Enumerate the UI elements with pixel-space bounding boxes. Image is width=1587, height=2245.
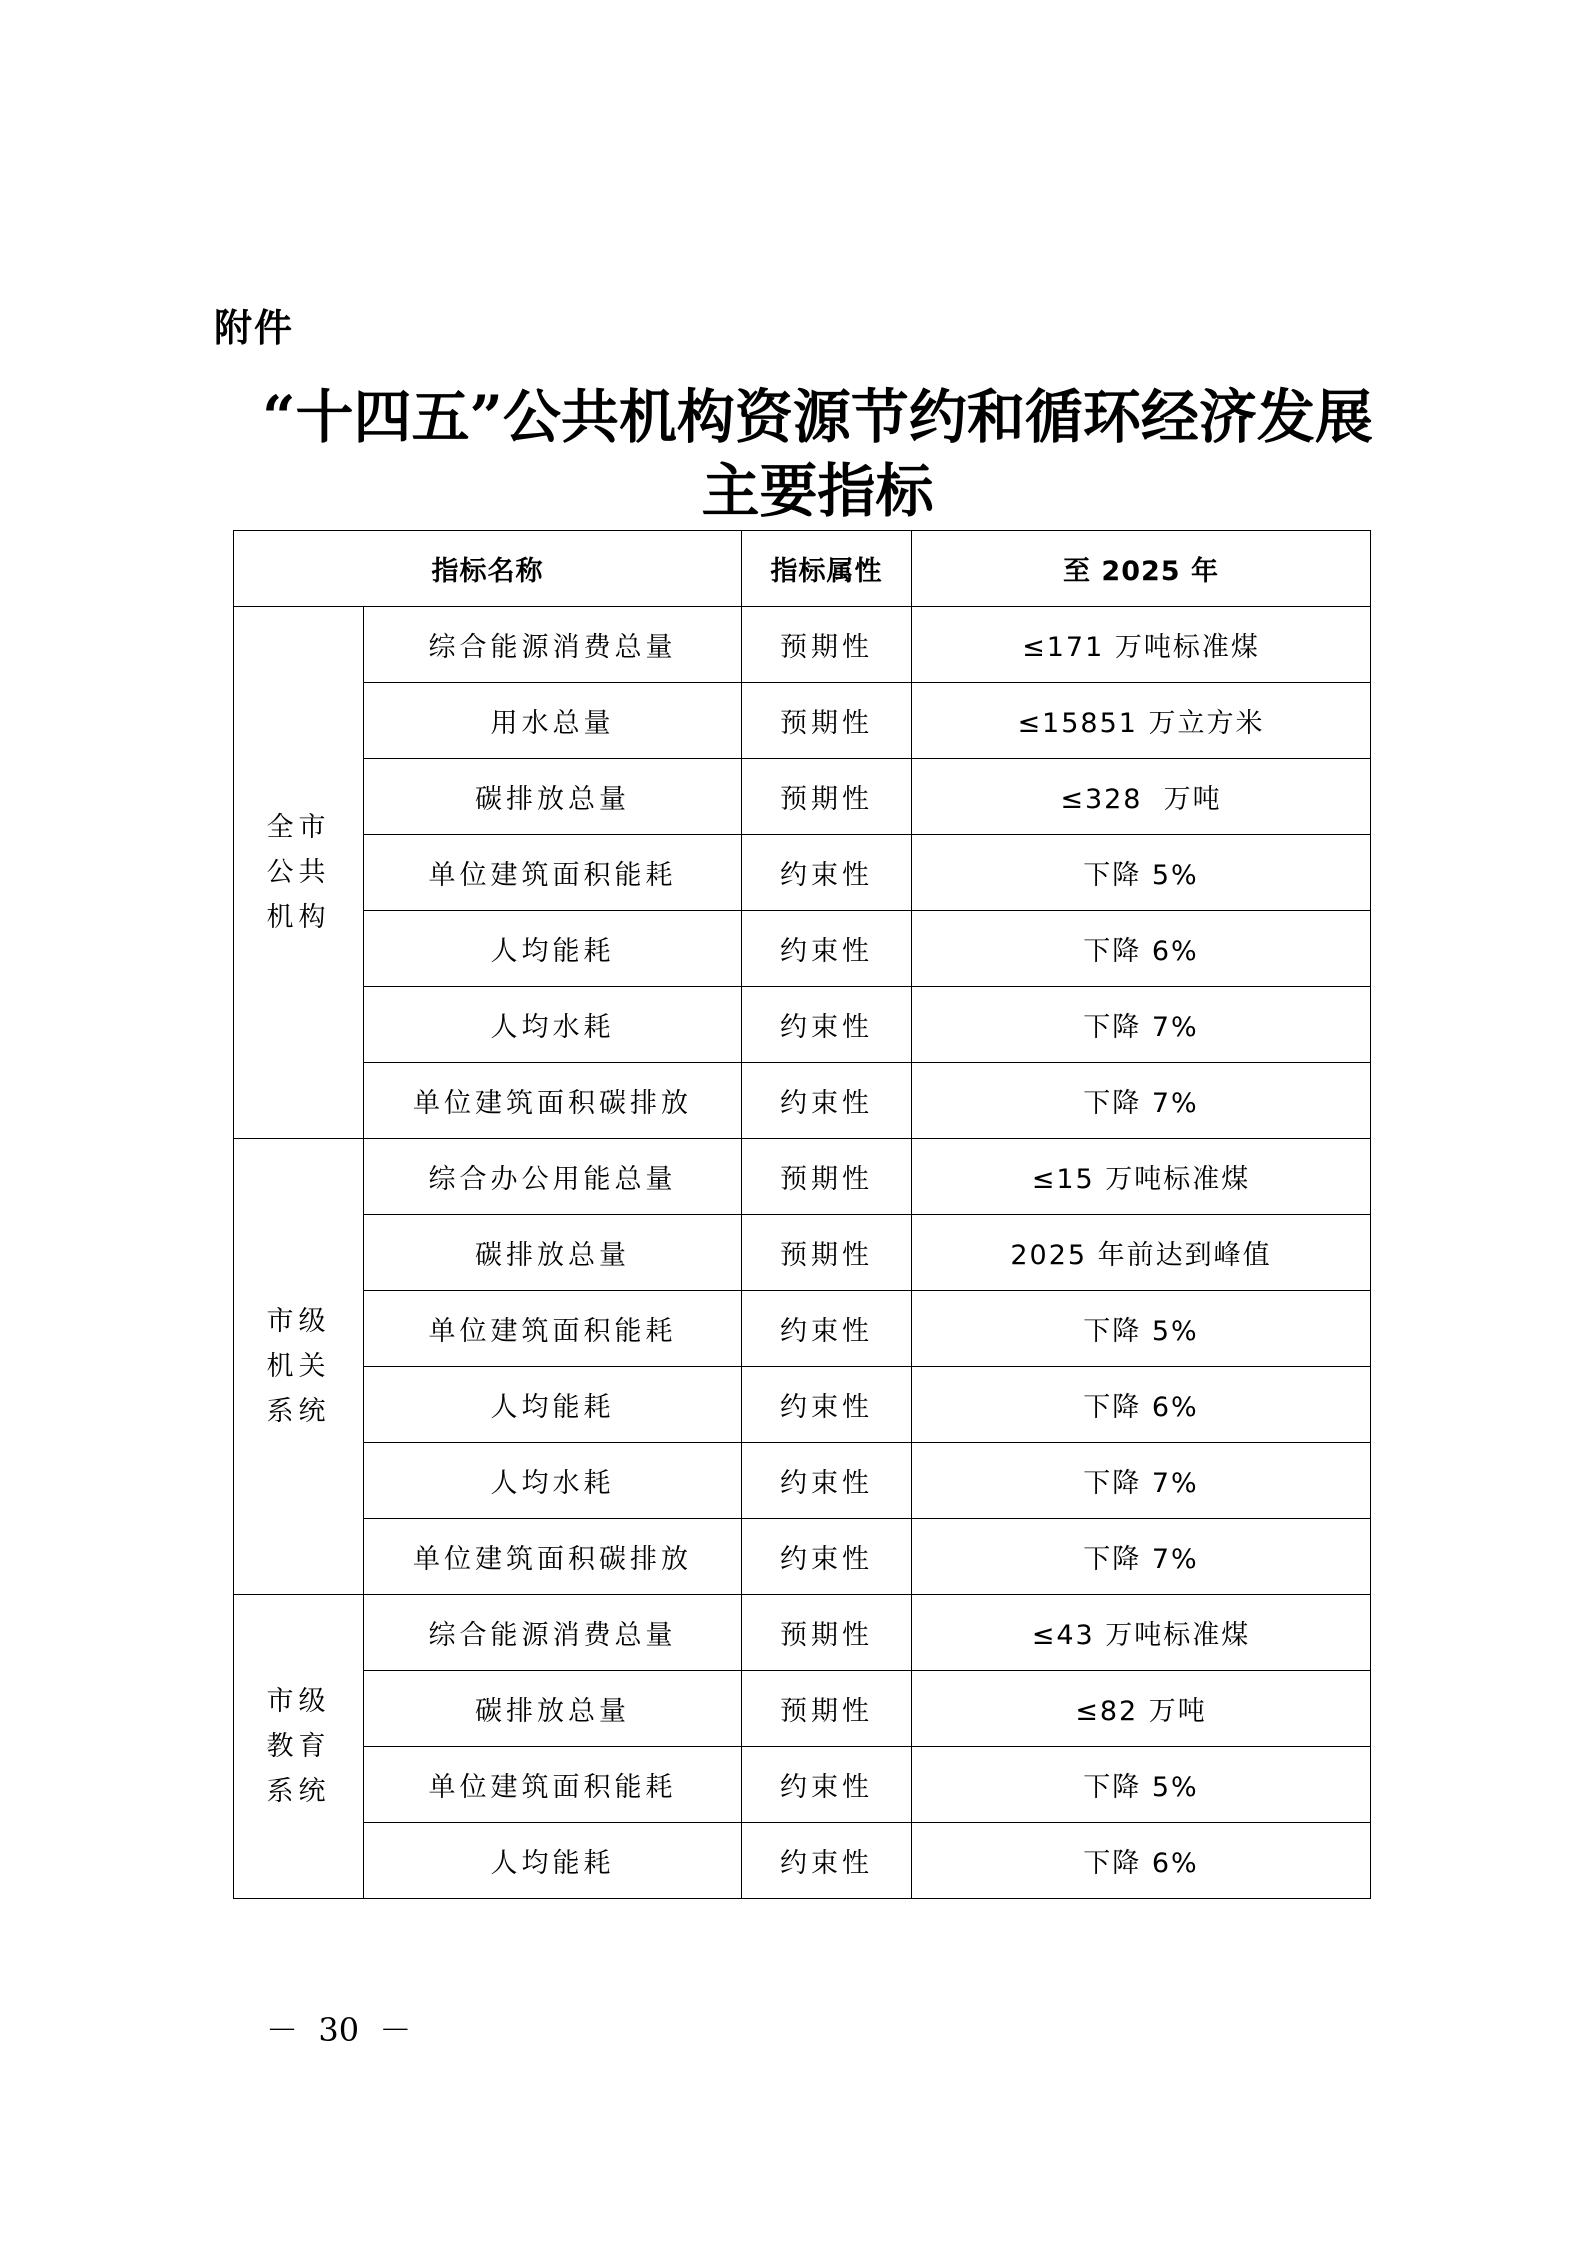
group-label-municipal-education-system: 市级 教育 系统 [234,1595,364,1899]
indicator-target: ≤171 万吨标准煤 [912,607,1371,683]
indicator-attribute: 约束性 [742,1063,912,1139]
indicator-target: 下降 6% [912,1823,1371,1899]
indicator-attribute: 预期性 [742,1139,912,1215]
indicator-target: 下降 7% [912,987,1371,1063]
indicator-target: ≤328 万吨 [912,759,1371,835]
table-row [234,1139,1371,1215]
indicator-attribute: 预期性 [742,607,912,683]
indicator-name: 人均能耗 [364,1823,742,1899]
indicator-name: 综合办公用能总量 [364,1139,742,1215]
indicator-name: 综合能源消费总量 [364,607,742,683]
indicator-name: 人均水耗 [364,1443,742,1519]
table-row [234,1519,1371,1595]
indicator-attribute: 约束性 [742,1291,912,1367]
table-row [234,1671,1371,1747]
indicator-name: 单位建筑面积碳排放 [364,1519,742,1595]
indicator-name: 碳排放总量 [364,1215,742,1291]
indicator-attribute: 约束性 [742,1519,912,1595]
indicator-attribute: 预期性 [742,1215,912,1291]
table-row [234,1291,1371,1367]
indicator-name: 人均能耗 [364,1367,742,1443]
indicator-target: 下降 6% [912,911,1371,987]
indicator-target: ≤15 万吨标准煤 [912,1139,1371,1215]
indicator-target: 下降 5% [912,835,1371,911]
indicator-attribute: 约束性 [742,911,912,987]
indicator-target: 下降 7% [912,1519,1371,1595]
indicator-name: 单位建筑面积能耗 [364,835,742,911]
table-row [234,1215,1371,1291]
table-row [234,911,1371,987]
indicator-attribute: 预期性 [742,683,912,759]
indicator-attribute: 约束性 [742,987,912,1063]
group-label-municipal-government-agencies: 市级 机关 系统 [234,1139,364,1595]
indicator-name: 综合能源消费总量 [364,1595,742,1671]
table-header-row [234,531,1371,607]
table-row [234,1063,1371,1139]
indicator-attribute: 约束性 [742,1747,912,1823]
indicator-name: 单位建筑面积碳排放 [364,1063,742,1139]
indicator-target: ≤43 万吨标准煤 [912,1595,1371,1671]
indicator-attribute: 预期性 [742,1595,912,1671]
indicator-attribute: 约束性 [742,1823,912,1899]
header-indicator-name: 指标名称 [234,531,742,607]
indicator-name: 碳排放总量 [364,759,742,835]
indicator-target: 下降 7% [912,1063,1371,1139]
indicator-target: 下降 7% [912,1443,1371,1519]
page-number: － 30 － [266,2011,412,2049]
indicator-target: 2025 年前达到峰值 [912,1215,1371,1291]
header-target-2025: 至 2025 年 [912,531,1371,607]
indicator-name: 单位建筑面积能耗 [364,1291,742,1367]
page-title [200,380,1435,528]
header-indicator-attribute: 指标属性 [742,531,912,607]
table-row [234,1443,1371,1519]
table-row [234,1367,1371,1443]
indicator-target: ≤15851 万立方米 [912,683,1371,759]
indicator-target: ≤82 万吨 [912,1671,1371,1747]
indicator-name: 人均能耗 [364,911,742,987]
group-label-citywide-public-institutions: 全市 公共 机构 [234,607,364,1139]
indicator-name: 人均水耗 [364,987,742,1063]
title-line-2: 主要指标 [701,457,934,525]
table-row [234,987,1371,1063]
indicator-attribute: 预期性 [742,1671,912,1747]
indicator-attribute: 约束性 [742,1367,912,1443]
table-row [234,1595,1371,1671]
attachment-label: 附件 [214,306,295,350]
table-row [234,759,1371,835]
table-row [234,683,1371,759]
indicator-attribute: 约束性 [742,835,912,911]
indicator-attribute: 预期性 [742,759,912,835]
indicator-target: 下降 5% [912,1747,1371,1823]
indicator-name: 单位建筑面积能耗 [364,1747,742,1823]
table-row [234,835,1371,911]
title-line-1: “十四五”公共机构资源节约和循环经济发展 [262,383,1373,451]
indicator-target: 下降 5% [912,1291,1371,1367]
table-row [234,1823,1371,1899]
indicators-table [233,530,1371,1899]
table-row [234,607,1371,683]
table-row [234,1747,1371,1823]
indicator-name: 碳排放总量 [364,1671,742,1747]
indicator-name: 用水总量 [364,683,742,759]
indicator-target: 下降 6% [912,1367,1371,1443]
indicator-attribute: 约束性 [742,1443,912,1519]
